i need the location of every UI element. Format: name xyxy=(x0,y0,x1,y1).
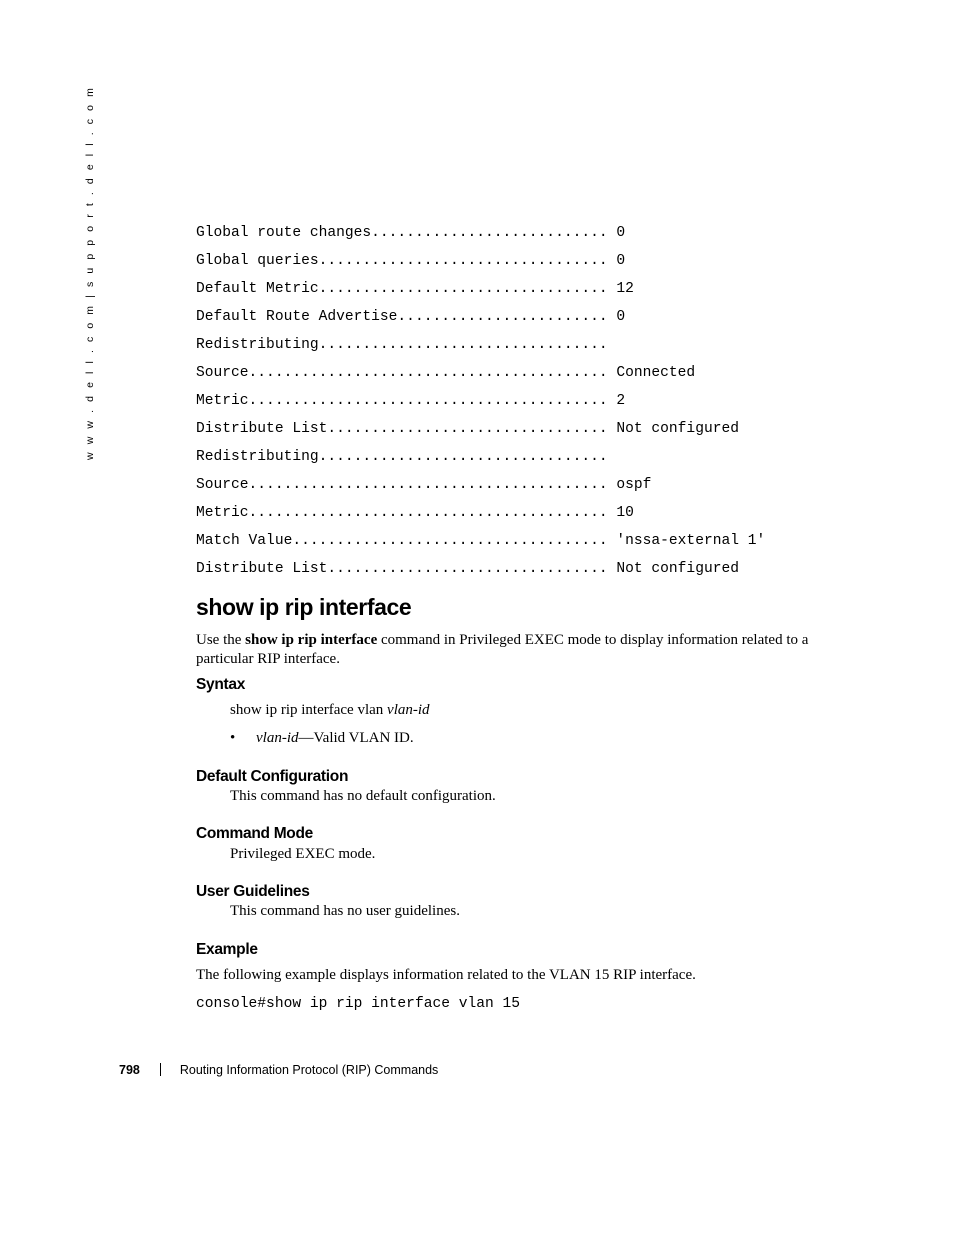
default-configuration-heading: Default Configuration xyxy=(196,768,349,785)
command-mode-text: Privileged EXEC mode. xyxy=(230,846,376,862)
output-line: Match Value.................................... 'nssa-external 1' xyxy=(196,533,766,549)
example-text: The following example displays information related to the VLAN 15 RIP interface. xyxy=(196,967,696,983)
intro-pre: Use the xyxy=(196,632,246,648)
footer-divider xyxy=(160,1063,161,1076)
output-line: Source......................................... Connected xyxy=(196,365,696,381)
output-line: Redistributing................................. xyxy=(196,337,608,353)
output-line: Global route changes........................... 0 xyxy=(196,225,626,241)
output-line: Default Metric................................. 12 xyxy=(196,281,634,297)
output-line: Metric......................................... 10 xyxy=(196,505,634,521)
page-number: 798 xyxy=(119,1063,140,1077)
section-title: show ip rip interface xyxy=(196,594,412,620)
bullet-param: vlan-id xyxy=(256,730,299,746)
page-footer xyxy=(119,1061,438,1079)
output-line: Distribute List................................ Not configured xyxy=(196,561,739,577)
syntax-heading: Syntax xyxy=(196,676,246,693)
output-line: Source......................................... ospf xyxy=(196,477,652,493)
section-intro xyxy=(196,631,826,669)
command-output-block xyxy=(196,219,856,583)
syntax-param: vlan-id xyxy=(387,702,430,718)
intro-command: show ip rip interface xyxy=(245,632,378,648)
output-line: Distribute List................................ Not configured xyxy=(196,421,739,437)
output-line: Global queries................................. 0 xyxy=(196,253,626,269)
command-mode-heading: Command Mode xyxy=(196,825,313,842)
output-line: Redistributing................................. xyxy=(196,449,608,465)
bullet-desc: —Valid VLAN ID. xyxy=(298,730,414,746)
chapter-title: Routing Information Protocol (RIP) Commands xyxy=(179,1063,439,1077)
syntax-command: show ip rip interface vlan xyxy=(230,702,384,718)
sidebar-url: w w w . d e l l . c o m | s u p p o r t . d e l l . c o m xyxy=(84,85,96,460)
output-line: Metric......................................... 2 xyxy=(196,393,626,409)
syntax-command-line xyxy=(230,701,430,720)
bullet-icon: • xyxy=(230,730,236,746)
example-code: console#show ip rip interface vlan 15 xyxy=(196,996,521,1012)
user-guidelines-text: This command has no user guidelines. xyxy=(230,903,460,919)
syntax-param-bullet xyxy=(230,729,414,748)
example-heading: Example xyxy=(196,941,258,958)
user-guidelines-heading: User Guidelines xyxy=(196,883,310,900)
default-configuration-text: This command has no default configuration. xyxy=(230,788,496,804)
intro-post: command in Privileged EXEC mode to display information related to a particular RIP interface. xyxy=(196,632,809,667)
output-line: Default Route Advertise........................ 0 xyxy=(196,309,626,325)
